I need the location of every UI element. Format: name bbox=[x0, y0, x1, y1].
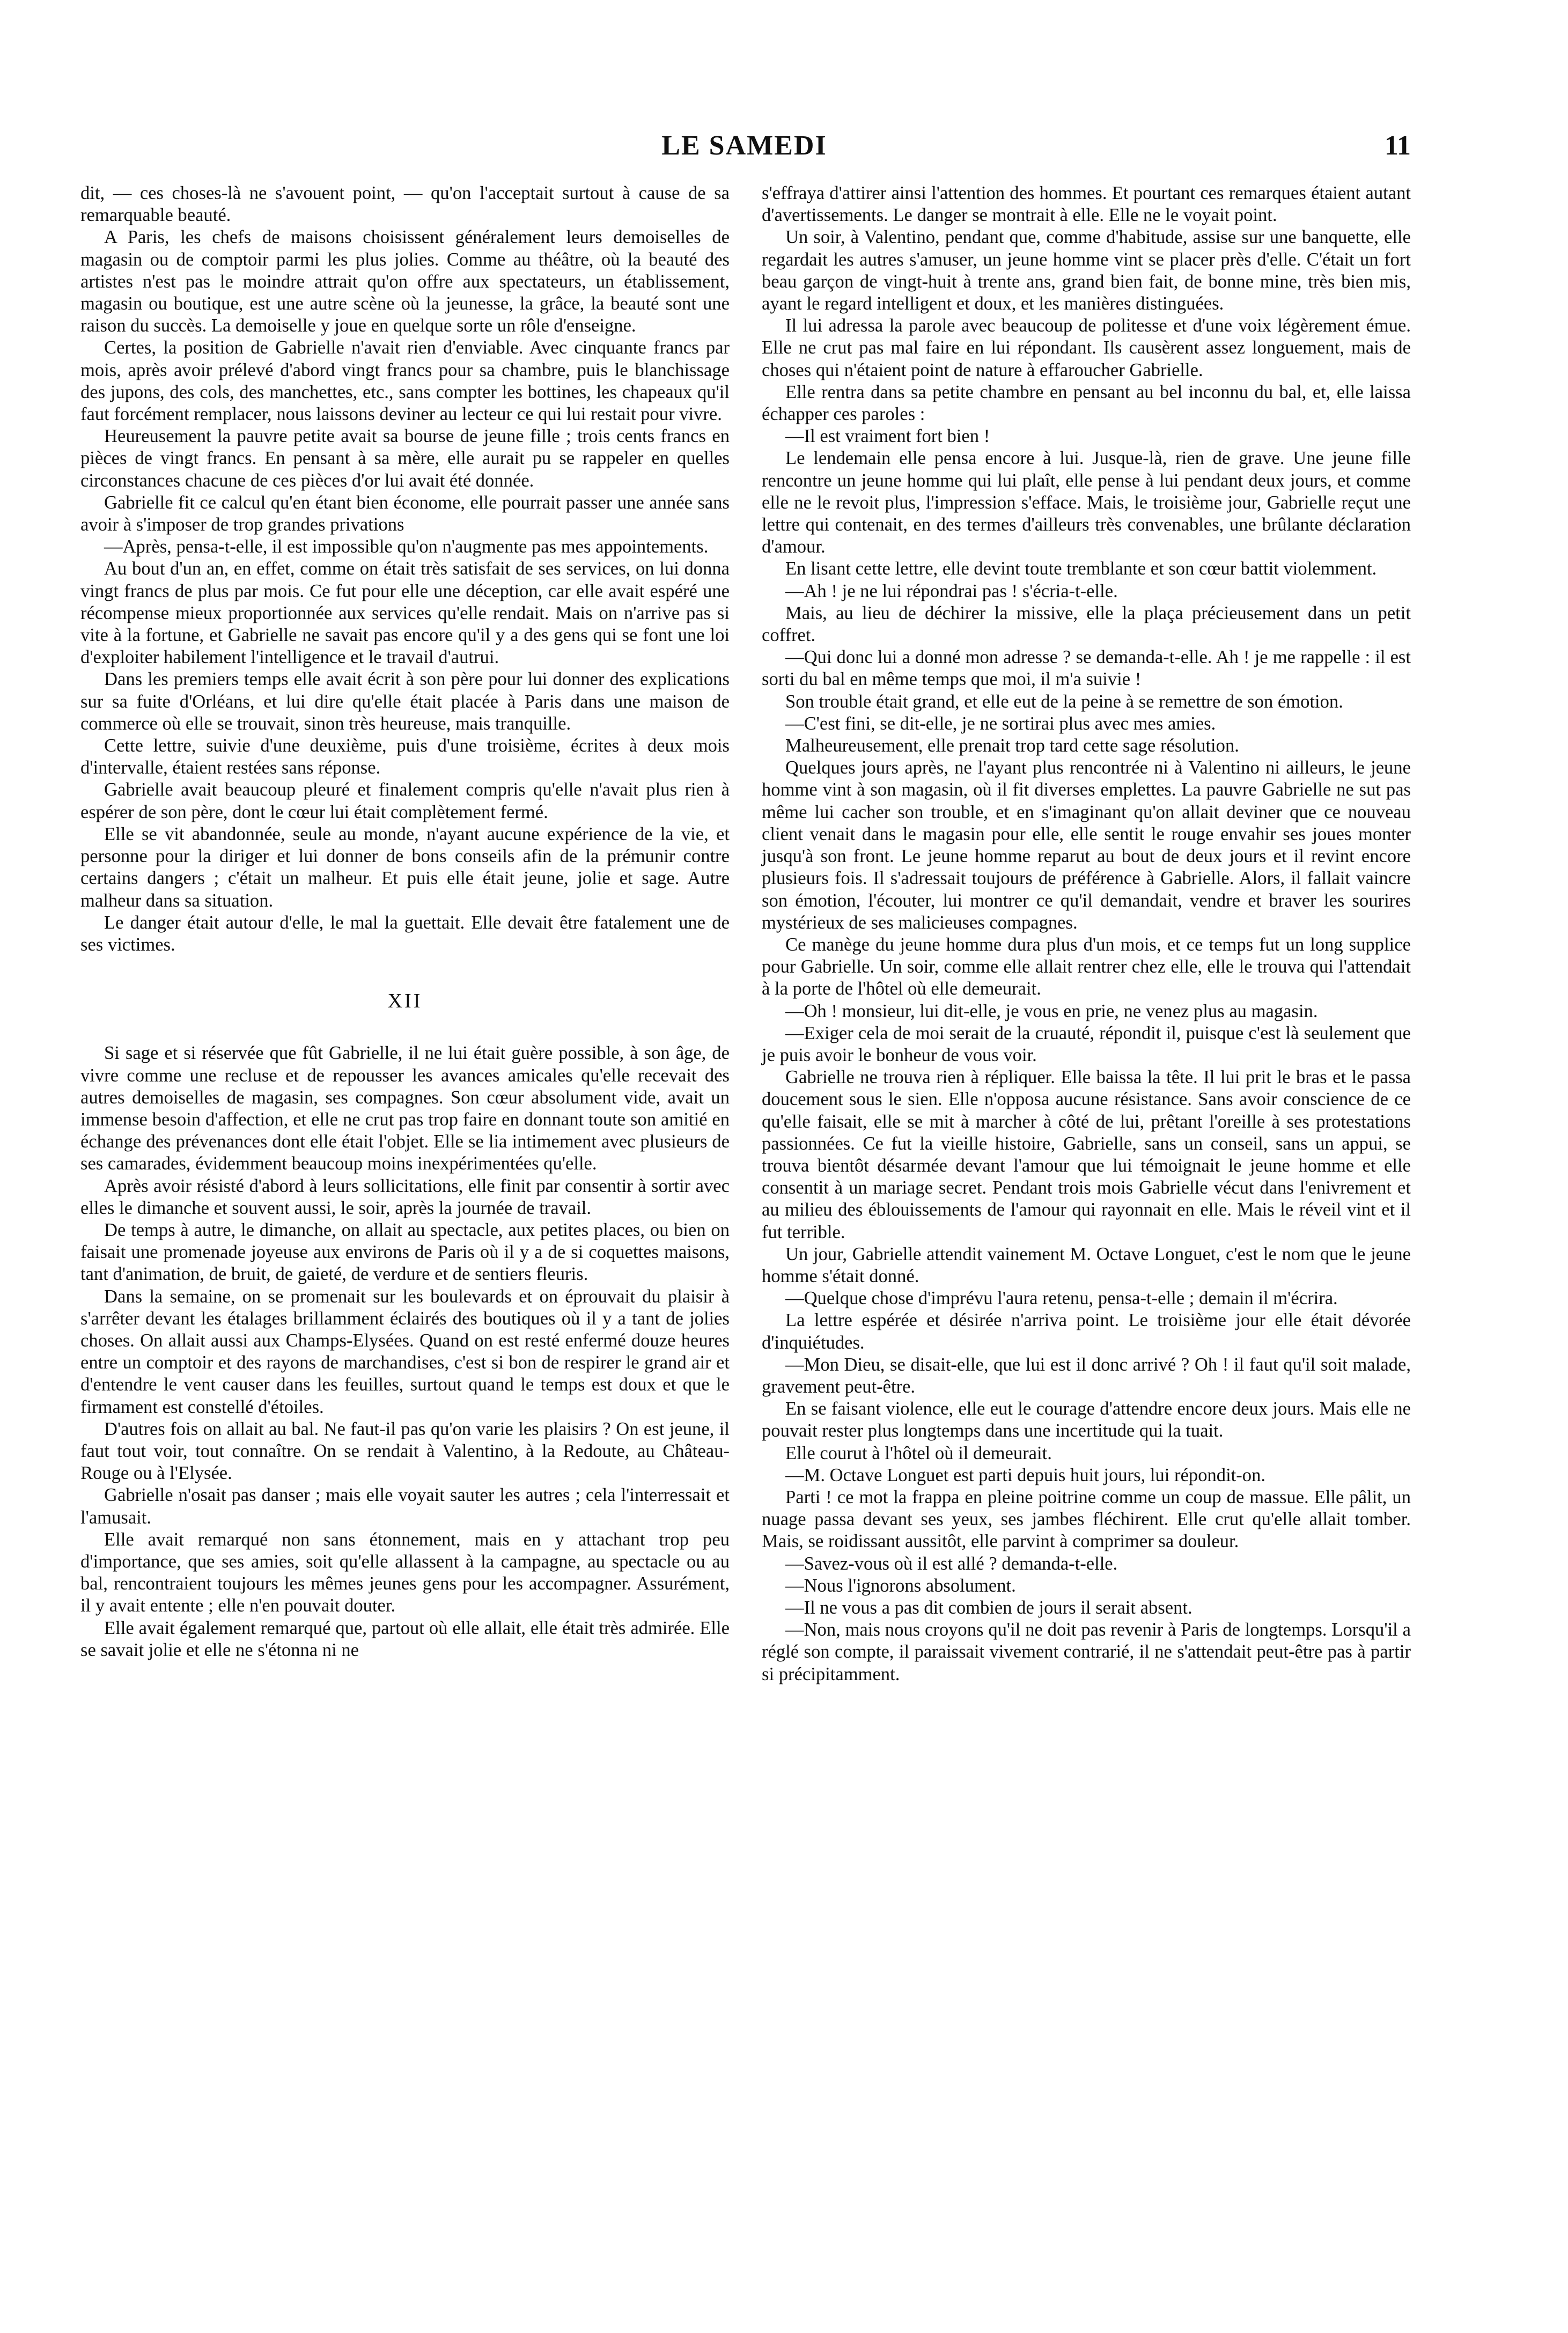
paragraph: De temps à autre, le dimanche, on allait au spectacle, aux petites places, ou bien on faisait une promenade joyeuse aux environs de Paris où il y a de si coquettes maisons, tant d'animation, de bruit, de gaieté, de verdure et de sentiers fleuris. bbox=[80, 1219, 730, 1285]
paragraph: —Ah ! je ne lui répondrai pas ! s'écria-t-elle. bbox=[785, 580, 1118, 601]
paragraph: Heureusement la pauvre petite avait sa bourse de jeune fille ; trois cents francs en pièces de vingt francs. En pensant à sa mère, elle aurait pu se rappeler en quelles circonstances chacune de ces pièces d'or lui avait été donnée. bbox=[80, 426, 730, 491]
paragraph: Gabrielle ne trouva rien à répliquer. Elle baissa la tête. Il lui prit le bras et le passa doucement sous le sien. Elle n'opposa aucune résistance. Sans avoir conscience de ce qu'elle faisait, elle se mit à marcher à côté de lui, prêtant l'oreille à ses protestations passionnées. Ce fut la vieille histoire, Gabrielle, sans un conseil, sans un appui, se trouva bientôt désarmée devant l'amour que lui témoignait le jeune homme et elle consentit à un mariage secret. Pendant trois mois Gabrielle vécut dans l'enivrement et au milieu des éblouissements de l'amour qui rayonnait en elle. Mais le réveil vint et il fut terrible. bbox=[762, 1067, 1411, 1242]
paragraph: Dans les premiers temps elle avait écrit à son père pour lui donner des explications sur sa fuite d'Orléans, et lui dire qu'elle était placée à Paris dans une maison de commerce où elle se trouvait, sinon très heureuse, mais tranquille. bbox=[80, 669, 730, 734]
paragraph: Elle rentra dans sa petite chambre en pensant au bel inconnu du bal, et, elle laissa échapper ces paroles : bbox=[762, 381, 1411, 425]
paragraph: Gabrielle n'osait pas danser ; mais elle voyait sauter les autres ; cela l'interressait et l'amusait. bbox=[80, 1485, 730, 1528]
paragraph: D'autres fois on allait au bal. Ne faut-il pas qu'on varie les plaisirs ? On est jeune, il faut tout voir, tout connaître. On se rendait à Valentino, à la Redoute, au Château-Rouge ou à l'Elysée. bbox=[80, 1418, 730, 1484]
paragraph: Gabrielle avait beaucoup pleuré et finalement compris qu'elle n'avait plus rien à espérer de son père, dont le cœur lui était complètement fermé. bbox=[80, 779, 730, 822]
paragraph: A Paris, les chefs de maisons choisissent généralement leurs demoiselles de magasin ou de comptoir parmi les plus jolies. Comme au théâtre, où la beauté des artistes n'est pas le moindre attrait qu'on offre aux spectateurs, un établissement, magasin ou boutique, est une autre scène où la jeunesse, la grâce, la beauté sont une raison du succès. La demoiselle y joue en quelque sorte un rôle d'enseigne. bbox=[80, 227, 730, 336]
paragraph: —Mon Dieu, se disait-elle, que lui est il donc arrivé ? Oh ! il faut qu'il soit malade, gravement peut-être. bbox=[762, 1354, 1411, 1397]
paragraph: s'effraya d'attirer ainsi l'attention des hommes. Et pourtant ces remarques étaient autant d'avertissements. Le danger se montrait à elle. Elle ne le voyait point. bbox=[762, 183, 1411, 226]
paragraph: Au bout d'un an, en effet, comme on était très satisfait de ses services, on lui donna vingt francs de plus par mois. Ce fut pour elle une déception, car elle avait espéré une récompense mieux proportionnée aux services qu'elle rendait. Mais on n'arrive pas si vite à la fortune, et Gabrielle ne savait pas encore qu'il y a des gens qui se font une loi d'exploiter habilement l'intelligence et le travail d'autrui. bbox=[80, 558, 730, 668]
paragraph: Après avoir résisté d'abord à leurs sollicitations, elle finit par consentir à sortir avec elles le dimanche et souvent aussi, le soir, après la journée de travail. bbox=[80, 1175, 730, 1218]
paragraph: Elle avait également remarqué que, partout où elle allait, elle était très admirée. Elle se savait jolie et elle ne s'étonna ni ne bbox=[80, 1617, 730, 1660]
paragraph: —Nous l'ignorons absolument. bbox=[785, 1575, 1016, 1596]
paragraph: Parti ! ce mot la frappa en pleine poitrine comme un coup de massue. Elle pâlit, un nuage passa devant ses yeux, ses jambes fléchirent. Elle crut qu'elle allait tomber. Mais, se roidissant aussitôt, elle parvint à comprimer sa douleur. bbox=[762, 1486, 1411, 1552]
right-paragraphs bbox=[762, 182, 1411, 1686]
paragraph: Un soir, à Valentino, pendant que, comme d'habitude, assise sur une banquette, elle regardait les autres s'amuser, un jeune homme vint se placer près d'elle. C'était un fort beau garçon de vingt-huit à trente ans, grand bien fait, de bonne mine, très bien mis, ayant le regard intelligent et doux, et les manières distinguées. bbox=[762, 227, 1411, 314]
chapter-heading: XII bbox=[387, 990, 423, 1013]
paragraph: —Oh ! monsieur, lui dit-elle, je vous en prie, ne venez plus au magasin. bbox=[785, 1000, 1318, 1021]
paragraph: —Il ne vous a pas dit combien de jours il serait absent. bbox=[785, 1598, 1192, 1618]
paragraph: Elle se vit abandonnée, seule au monde, n'ayant aucune expérience de la vie, et personne pour la diriger et lui donner de bons conseils afin de la prémunir contre certains dangers ; c'était un malheur. Et puis elle était jeune, jolie et sage. Autre malheur dans sa situation. bbox=[80, 823, 730, 911]
paragraph: Cette lettre, suivie d'une deuxième, puis d'une troisième, écrites à deux mois d'intervalle, étaient restées sans réponse. bbox=[80, 735, 730, 778]
paragraph: —Quelque chose d'imprévu l'aura retenu, pensa-t-elle ; demain il m'écrira. bbox=[785, 1288, 1338, 1309]
paragraph: —Il est vraiment fort bien ! bbox=[785, 426, 990, 447]
paragraph: Son trouble était grand, et elle eut de la peine à se remettre de son émotion. bbox=[785, 691, 1343, 712]
page-number: 11 bbox=[1384, 130, 1411, 161]
left-column bbox=[80, 182, 730, 1661]
paragraph: Le lendemain elle pensa encore à lui. Jusque-là, rien de grave. Une jeune fille rencontre un jeune homme qui lui plaît, elle pense à lui pendant deux jours, et comme elle ne le revoit plus, l'impression s'efface. Mais, le troisième jour, Gabrielle reçut une lettre qui contenait, en des termes d'ailleurs très convenables, une brûlante déclaration d'amour. bbox=[762, 448, 1411, 557]
paragraph: Si sage et si réservée que fût Gabrielle, il ne lui était guère possible, à son âge, de vivre comme une recluse et de repousser les avances amicales qu'elle recevait des autres demoiselles de magasin, ses compagnes. Son cœur absolument vide, avait un immense besoin d'affection, et elle ne crut pas trop faire en donnant toute son amitié en échange des prévenances dont elle était l'objet. Elle se lia intimement avec plusieurs de ses camarades, évidemment beaucoup moins inexpérimentées qu'elle. bbox=[80, 1043, 730, 1174]
paragraph: Elle avait remarqué non sans étonnement, mais en y attachant trop peu d'importance, que ses amies, soit qu'elle allassent à la campagne, au spectacle ou au bal, rencontraient toujours les mêmes jeunes gens pour les accompagner. Assurément, il y avait entente ; elle n'en pouvait douter. bbox=[80, 1529, 730, 1616]
paragraph: —Savez-vous où il est allé ? demanda-t-elle. bbox=[785, 1553, 1118, 1574]
left-paragraphs-after-chapter bbox=[80, 1042, 730, 1661]
paragraph: Elle courut à l'hôtel où il demeurait. bbox=[785, 1443, 1052, 1463]
paragraph: Certes, la position de Gabrielle n'avait rien d'enviable. Avec cinquante francs par mois, après avoir prélevé d'abord vingt francs pour sa chambre, puis le blanchissage des jupons, des cols, des manchettes, etc., sans compter les bottines, les chapeaux qu'il faut forcément remplacer, nous laissons deviner au lecteur ce qui lui restait pour vivre. bbox=[80, 337, 730, 425]
paragraph: Un jour, Gabrielle attendit vainement M. Octave Longuet, c'est le nom que le jeune homme s'était donné. bbox=[762, 1243, 1411, 1286]
right-column bbox=[762, 182, 1411, 1686]
paragraph: Malheureusement, elle prenait trop tard cette sage résolution. bbox=[785, 735, 1239, 756]
paragraph: En se faisant violence, elle eut le courage d'attendre encore deux jours. Mais elle ne pouvait rester plus longtemps dans une incertitude qui la tuait. bbox=[762, 1399, 1411, 1441]
paragraph: —C'est fini, se dit-elle, je ne sortirai plus avec mes amies. bbox=[785, 713, 1216, 734]
paragraph: —Qui donc lui a donné mon adresse ? se demanda-t-elle. Ah ! je me rappelle : il est sorti du bal en même temps que moi, il m'a suivie ! bbox=[762, 647, 1411, 690]
paragraph: Ce manège du jeune homme dura plus d'un mois, et ce temps fut un long supplice pour Gabrielle. Un soir, comme elle allait rentrer chez elle, elle le trouva qui l'attendait à la porte de l'hôtel où elle demeurait. bbox=[762, 934, 1411, 999]
paragraph: Dans la semaine, on se promenait sur les boulevards et on éprouvait du plaisir à s'arrêter devant les étalages brillamment éclairés des boutiques où il y a tant de jolies choses. On allait aussi aux Champs-Elysées. Quand on est resté enfermé douze heures entre un comptoir et des rayons de marchandises, c'est si bon de respirer le grand air et d'entendre le vent causer dans les feuilles, surtout quand le temps est doux et que le firmament est constellé d'étoiles. bbox=[80, 1286, 730, 1417]
running-title: LE SAMEDI bbox=[661, 130, 827, 161]
paragraph: Il lui adressa la parole avec beaucoup de politesse et d'une voix légèrement émue. Elle ne crut pas mal faire en lui répondant. Ils causèrent assez longuement, mais de choses qui n'étaient point de nature à effaroucher Gabrielle. bbox=[762, 315, 1411, 380]
paragraph: —Après, pensa-t-elle, il est impossible qu'on n'augmente pas mes appointements. bbox=[104, 536, 709, 557]
paragraph: —M. Octave Longuet est parti depuis huit jours, lui répondit-on. bbox=[785, 1464, 1266, 1485]
left-paragraphs-before-chapter bbox=[80, 182, 730, 956]
paragraph: Quelques jours après, ne l'ayant plus rencontrée ni à Valentino ni ailleurs, le jeune homme vint à son magasin, où il fit diverses emplettes. La pauvre Gabrielle ne sut pas même lui cacher son trouble, et en s'imaginant qu'on allait deviner que ce nouveau client venait dans le magasin pour elle, elle sentit le rouge envahir ses joues monter jusqu'à son front. Le jeune homme reparut au bout de deux jours et il revint encore plusieurs fois. Il s'adressait toujours de préférence à Gabrielle. Alors, il fallait vaincre son émotion, l'écouter, lui montrer ce qu'il demandait, vendre et braver les sourires mystérieux de ses malicieuses compagnes. bbox=[762, 757, 1411, 933]
paragraph: Gabrielle fit ce calcul qu'en étant bien économe, elle pourrait passer une année sans avoir à s'imposer de trop grandes privations bbox=[80, 492, 730, 535]
paragraph: —Exiger cela de moi serait de la cruauté, répondit il, puisque c'est là seulement que je puis avoir le bonheur de vous voir. bbox=[762, 1022, 1411, 1065]
paragraph: Mais, au lieu de déchirer la missive, elle la plaça précieusement dans un petit coffret. bbox=[762, 602, 1411, 646]
paragraph: La lettre espérée et désirée n'arriva point. Le troisième jour elle était dévorée d'inquiétudes. bbox=[762, 1310, 1411, 1353]
paragraph: En lisant cette lettre, elle devint toute tremblante et son cœur battit violemment. bbox=[785, 558, 1377, 579]
paragraph: Le danger était autour d'elle, le mal la guettait. Elle devait être fatalement une de ses victimes. bbox=[80, 912, 730, 955]
paragraph: dit, — ces choses-là ne s'avouent point, — qu'on l'acceptait surtout à cause de sa remarquable beauté. bbox=[80, 183, 730, 226]
paragraph: —Non, mais nous croyons qu'il ne doit pas revenir à Paris de longtemps. Lorsqu'il a réglé son compte, il paraissait vivement contrarié, il ne s'attendait peut-être pas à partir si précipitamment. bbox=[762, 1620, 1411, 1684]
page-header bbox=[78, 130, 1411, 167]
